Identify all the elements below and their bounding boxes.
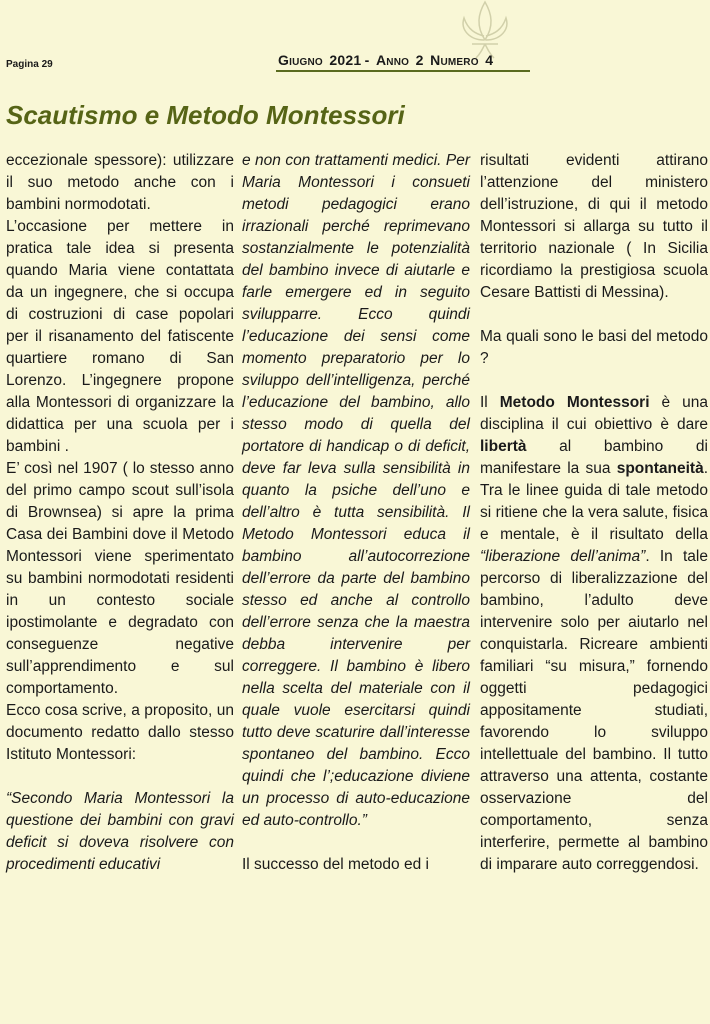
italic-text: “liberazione dell’anima” (480, 548, 646, 565)
bold-text: spontaneità (616, 460, 704, 477)
issue-year: 2021 (329, 52, 362, 68)
header-rule (276, 70, 530, 72)
bold-text: Metodo Montessori (499, 394, 650, 411)
page-header (0, 0, 710, 90)
paragraph: risultati evidenti attirano l’attenzione del ministero dell’istruzione, di qui il metodo Montessori si allarga su tutto il territorio nazionale ( In Sicilia ricordiamo la prestigiosa scuola Cesare Battisti di Messina). (480, 152, 708, 301)
issue-anno: 2 (415, 52, 424, 68)
spacer (242, 832, 470, 854)
quote-paragraph: “Secondo Maria Montessori la questione dei bambini con gravi deficit si doveva risolvere con procedimenti educativi (6, 790, 234, 873)
column-2 (242, 150, 470, 876)
column-1 (6, 150, 234, 876)
bold-text: libertà (480, 438, 527, 455)
text-run: Il (480, 394, 500, 411)
quote-paragraph: e non con trattamenti medici. Per Maria Montessori i consueti metodi pedagogici erano irrazionali perché reprimevano sostanzialmente le potenzialità del bambino invece di aiutarle e farle emergere ed in seguito svilupparre. Ecco quindi l’educazione dei sensi come momento preparatorio per lo sviluppo dell’intelligenza, perché l’educazione del bambino, allo stesso modo di quella del portatore di handicap o di deficit, deve far leva sulla sensibilità in quanto la psiche dell’uno e dell’altro è tutta sensibilità. Il Metodo Montessori educa il bambino all’autocorrezione dell’errore da parte del bambino stesso ed anche al controllo dell’errore senza che la maestra debba intervenire per correggere. Il bambino è libero nella scelta del materiale con il quale vuole esercitarsi quindi tutto deve scaturire dall’interesse spontaneo del bambino. Ecco quindi che l’;educazione diviene un processo di auto-educazione ed auto-controllo.” (242, 152, 470, 829)
issue-anno-label: Anno (376, 52, 410, 68)
paragraph: E’ così nel 1907 ( lo stesso anno del primo campo scout sull’isola di Brownsea) si apre la prima Casa dei Bambini dove il Metodo Montessori viene sperimentato su bambini normodotati residenti in un contesto sociale ipostimolante e degradato con conseguenze negative sull’apprendimento e sul comportamento. (6, 460, 234, 697)
article-title: Scautismo e Metodo Montessori (6, 100, 405, 130)
text-run: . In tale percorso di liberalizzazione del bambino, l’adulto deve intervenire solo per aiutarlo nel conquistarla. Ricreare ambienti familiari “su misura,” fornendo oggetti pedagogici appositamente studiati, favorendo lo sviluppo intellettuale del bambino. Il tutto attraverso una attenta, costante osservazione del comportamento, senza interferire, permette al bambino di imparare auto correggendosi. (480, 548, 708, 873)
paragraph: Ecco cosa scrive, a proposito, un documento redatto dallo stesso Istituto Montessori: (6, 702, 234, 763)
fleur-de-lis-icon (440, 0, 530, 60)
paragraph (480, 392, 708, 876)
issue-month: Giugno (278, 52, 323, 68)
page-number: Pagina 29 (6, 59, 53, 70)
text-run: è una disciplina il cui obiettivo è dare (480, 394, 708, 433)
issue-separator: - (364, 52, 370, 68)
issue-numero: 4 (485, 52, 494, 68)
text-run: . Tra le linee guida di tale metodo si ritiene che la vera salute, fisica e mentale, è il risultato della (480, 460, 708, 543)
text-run: al bambino di manifestare la sua (480, 438, 708, 477)
spacer (480, 304, 708, 326)
paragraph: Il successo del metodo ed i (242, 856, 429, 873)
issue-numero-label: Numero (430, 52, 479, 68)
column-3 (480, 150, 708, 876)
paragraph: Ma quali sono le basi del metodo ? (480, 328, 708, 367)
issue-info (278, 52, 493, 68)
paragraph: L’occasione per mettere in pratica tale idea si presenta quando Maria viene contattata da un ingegnere, che si occupa di costruzioni di case popolari per il risanamento del fatiscente quartiere romano di San Lorenzo. L’ingegnere propone alla Montessori di organizzare la didattica per una scuola per i bambini . (6, 218, 234, 455)
spacer (6, 766, 234, 788)
paragraph: eccezionale spessore): utilizzare il suo metodo anche con i bambini normodotati. (6, 152, 234, 213)
spacer (480, 370, 708, 392)
